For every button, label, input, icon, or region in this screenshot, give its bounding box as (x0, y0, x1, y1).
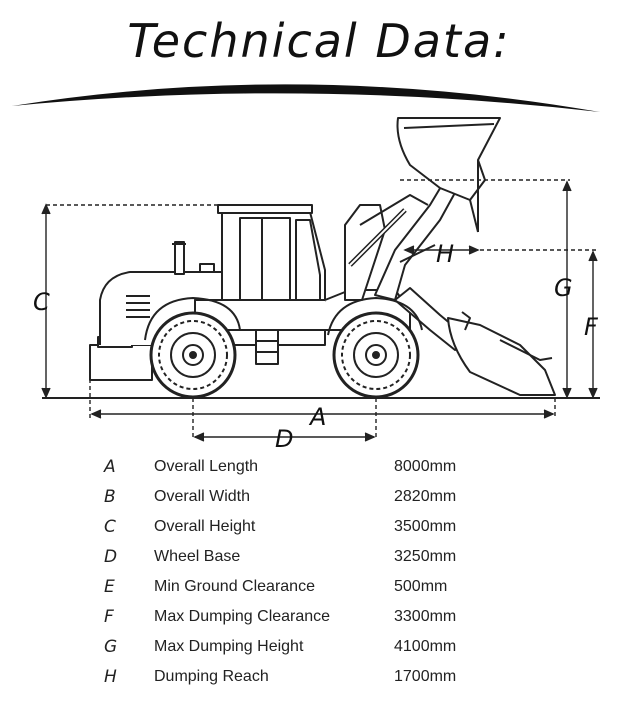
spec-value: 3300mm (394, 608, 457, 625)
spec-name: Dumping Reach (154, 668, 269, 685)
spec-value: 8000mm (394, 458, 457, 475)
spec-name: Overall Height (154, 518, 256, 535)
spec-name: Overall Width (154, 488, 251, 505)
dim-label-g: G (554, 274, 573, 302)
table-row (100, 602, 514, 632)
dim-label-f: F (584, 313, 598, 341)
spec-letter: C (104, 517, 116, 537)
spec-value: 1700mm (394, 668, 457, 685)
spec-value: 4100mm (394, 638, 457, 655)
table-row (100, 512, 514, 542)
page-title: Technical Data: (127, 14, 511, 68)
spec-name: Wheel Base (154, 548, 241, 565)
spec-letter: G (104, 637, 118, 657)
spec-letter: E (104, 577, 115, 597)
title-swoosh (12, 84, 600, 112)
spec-value: 2820mm (394, 488, 457, 505)
spec-letter: B (104, 487, 116, 507)
dim-label-a: A (310, 403, 327, 431)
spec-table (100, 452, 514, 692)
dim-label-h: H (436, 240, 455, 268)
spec-name: Min Ground Clearance (154, 578, 315, 595)
table-row (100, 572, 514, 602)
spec-value: 500mm (394, 578, 448, 595)
spec-letter: A (104, 457, 116, 477)
spec-letter: D (104, 547, 118, 567)
dim-label-c: C (33, 288, 50, 316)
spec-name: Overall Length (154, 458, 259, 475)
dim-label-d: D (275, 425, 294, 450)
table-row (100, 452, 514, 482)
loader-machine (90, 118, 555, 397)
table-row (100, 542, 514, 572)
spec-value: 3250mm (394, 548, 457, 565)
spec-name: Max Dumping Clearance (154, 608, 331, 625)
spec-value: 3500mm (394, 518, 457, 535)
table-row (100, 662, 514, 692)
spec-name: Max Dumping Height (154, 638, 304, 655)
table-row (100, 482, 514, 512)
spec-letter: F (104, 607, 114, 627)
spec-letter: H (104, 667, 117, 687)
table-row (100, 632, 514, 662)
